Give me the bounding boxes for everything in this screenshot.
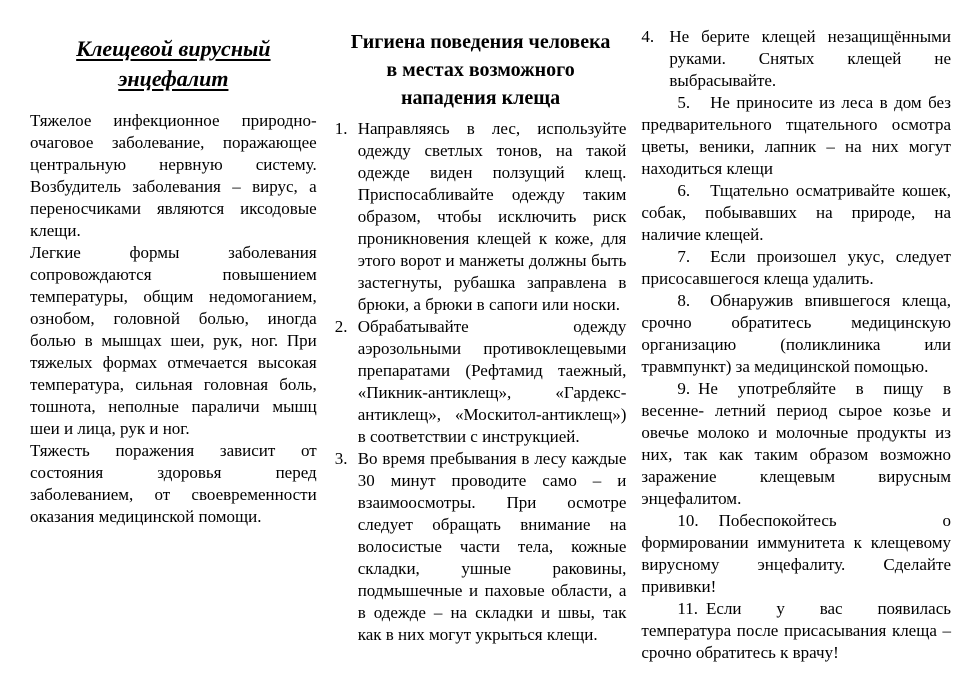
paragraph-symptoms: Легкие формы заболевания сопровождаются повышением температуры, общим недомоганием, ознобом, головной болью, иногда болью в мышцах шеи, рук, ног. При тяжелых формах отмечается высокая температура, сильная головная боль, тошнота, неполные параличи мышц шеи и лица, рук и ног.: [30, 243, 317, 438]
middle-column-title: [335, 28, 627, 112]
list-item-1: [335, 118, 627, 316]
list-item-text: Тщательно осматривайте кошек, собак, побывавших на природе, на наличие клещей.: [641, 181, 951, 244]
list-item-number: 9.: [677, 379, 691, 398]
left-column: [30, 26, 317, 676]
title-line: в местах возможного: [386, 59, 575, 81]
title-line: нападения клеща: [400, 87, 561, 109]
list-item-11: [641, 598, 951, 664]
list-item-6: [641, 180, 951, 246]
paragraph-severity: Тяжесть поражения зависит от состояния здоровья перед заболеванием, от своевременности оказания медицинской помощи.: [30, 441, 317, 526]
list-item-number: 6.: [677, 181, 691, 200]
list-item-text: Обрабатывайте одежду аэрозольными противоклещевыми препаратами (Рефтамид таежный, «Пикник-антиклещ», «Гардекс-антиклещ», «Москитол-антиклещ») в соответствии с инструкцией.: [357, 317, 627, 446]
title-line: Клещевой вирусный: [76, 36, 271, 61]
left-column-title: [30, 34, 317, 94]
list-item-number: 1.: [334, 119, 348, 138]
list-item-number: 2.: [334, 317, 348, 336]
list-item-text: Не приносите из леса в дом без предварительного тщательного осмотра цветы, веники, лапник – на них могут находиться клещи: [641, 93, 951, 178]
list-item-4: [641, 26, 951, 92]
right-column: [641, 26, 951, 676]
list-item-text: Не употребляйте в пищу в весенне- летний период сырое козье и овечье молоко и молочные продукты из них, так как таким образом возможно заражение клещевым вирусным энцефалитом.: [641, 379, 951, 508]
title-line: Гигиена поведения человека: [350, 31, 611, 53]
list-item-text: Не берите клещей незащищёнными руками. Снятых клещей не выбрасывайте.: [669, 27, 951, 90]
list-item-9: [641, 378, 951, 510]
list-item-number: 10.: [677, 511, 699, 530]
list-item-number: 4.: [641, 27, 655, 46]
list-item-text: Направляясь в лес, используйте одежду светлых тонов, на такой одежде виден ползущий клещ. Приспосабливайте одежду таким образом, чтобы исключить риск проникновения клещей к коже, для этого ворот и манжеты должны быть застегнуты, рубашка заправлена в брюки, а брюки в сапоги или носки.: [357, 119, 627, 314]
list-item-number: 5.: [677, 93, 691, 112]
paragraph-disease-description: Тяжелое инфекционное природно-очаговое заболевание, поражающее центральную нервную систему. Возбудитель заболевания – вирус, а переносчиками являются иксодовые клещи.: [30, 111, 317, 240]
list-item-number: 7.: [677, 247, 691, 266]
list-item-3: [335, 448, 627, 646]
list-item-number: 8.: [677, 291, 691, 310]
list-item-text: Если произошел укус, следует присосавшегося клеща удалить.: [641, 247, 951, 288]
list-item-7: [641, 246, 951, 290]
list-item-2: [335, 316, 627, 448]
list-item-text: Во время пребывания в лесу каждые 30 минут проводите само – и взаимоосмотры. При осмотре следует обращать внимание на волосистые части тела, кожные складки, ушные раковины, подмышечные и паховые области, а в одежде – на складки и швы, так как в них могут укрыться клещи.: [357, 449, 627, 644]
title-line: энцефалит: [118, 66, 229, 91]
list-item-5: [641, 92, 951, 180]
list-item-text: Если у вас появилась температура после присасывания клеща – срочно обратитесь к врачу!: [641, 599, 951, 662]
list-item-text: Обнаружив впившегося клеща, срочно обратитесь медицинскую организацию (поликлиника или травмпункт) за медицинской помощью.: [641, 291, 951, 376]
list-item-number: 3.: [334, 449, 348, 468]
list-item-8: [641, 290, 951, 378]
middle-column: [335, 26, 627, 676]
list-item-number: 11.: [677, 599, 699, 618]
list-item-10: [641, 510, 951, 598]
list-item-text: Побеспокойтесь о формировании иммунитета к клещевому вирусному энцефалиту. Сделайте прививки!: [641, 511, 951, 596]
